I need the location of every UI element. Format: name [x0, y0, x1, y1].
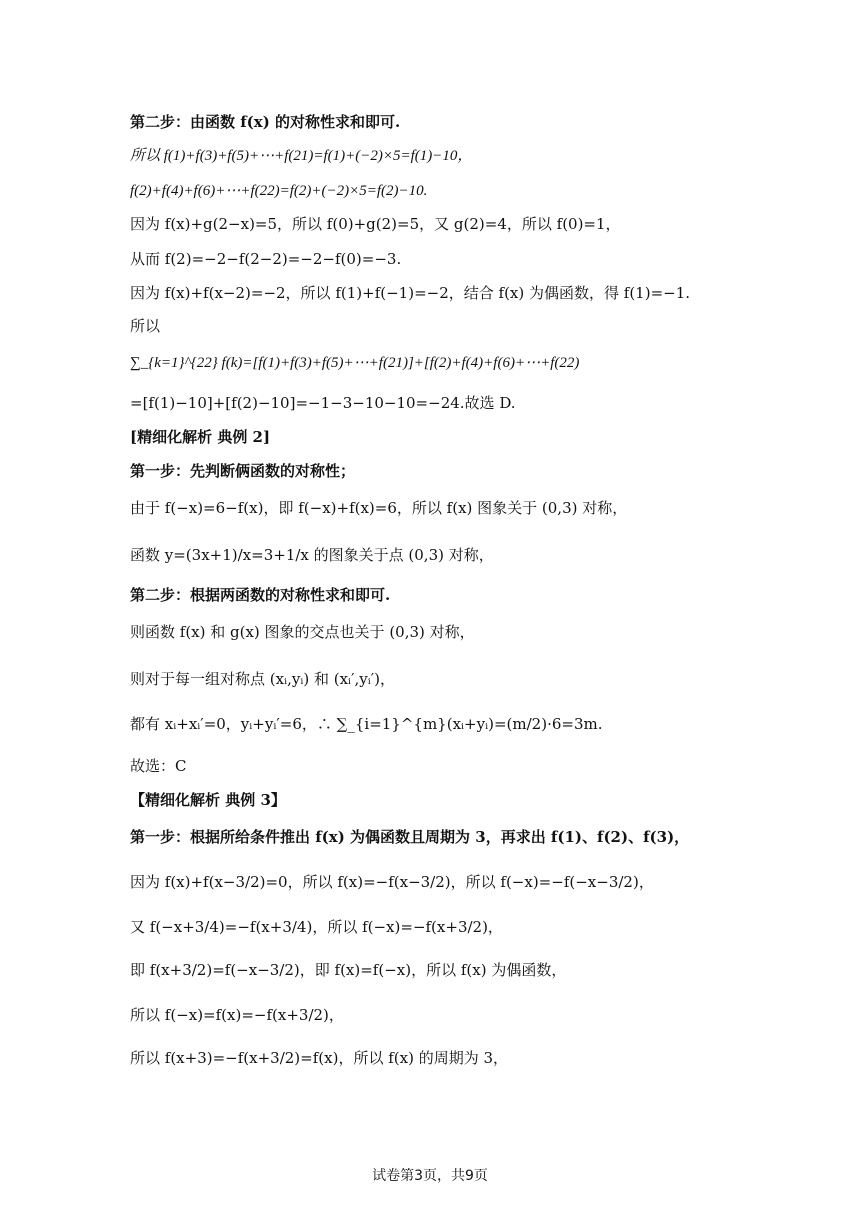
step-heading: 第一步：先判断俩函数的对称性；: [130, 462, 356, 480]
text-line: 函数 y=(3x+1)/x=3+1/x 的图象关于点 (0,3) 对称，: [130, 546, 494, 564]
text-line: 又 f(−x+3/4)=−f(x+3/4)，所以 f(−x)=−f(x+3/2)，: [130, 918, 503, 936]
section-heading: [精细化解析 典例 2]: [130, 428, 271, 446]
text-line: 因为 f(x)+f(x−2)=−2，所以 f(1)+f(−1)=−2，结合 f(x) 为偶函数，得 f(1)=−1.: [130, 284, 691, 302]
section-heading: 【精细化解析 典例 3】: [130, 791, 286, 809]
page-footer: 试卷第3页，共9页: [372, 1168, 488, 1184]
text-line: 即 f(x+3/2)=f(−x−3/2)，即 f(x)=f(−x)，所以 f(x) 为偶函数，: [130, 961, 567, 979]
text-line: 则对于每一组对称点 (xᵢ,yᵢ) 和 (xᵢ′,yᵢ′)，: [130, 670, 395, 688]
text-line: 因为 f(x)+f(x−3/2)=0，所以 f(x)=−f(x−3/2)，所以 f(−x)=−f(−x−3/2)，: [130, 873, 654, 891]
text-line: 所以: [130, 317, 161, 335]
text-line: 所以 f(−x)=f(x)=−f(x+3/2)，: [130, 1006, 344, 1024]
text-line: f(2)+f(4)+f(6)+⋯+f(22)=f(2)+(−2)×5=f(2)−10.: [130, 183, 428, 199]
text-line: 因为 f(x)+g(2−x)=5，所以 f(0)+g(2)=5，又 g(2)=4，所以 f(0)=1，: [130, 215, 621, 233]
text-line: =[f(1)−10]+[f(2)−10]=−1−3−10−10=−24.故选 D.: [130, 394, 516, 412]
answer-line: 故选：C: [130, 757, 187, 775]
text-line: 都有 xᵢ+xᵢ′=0，yᵢ+yᵢ′=6，∴ ∑_{i=1}^{m}(xᵢ+yᵢ)=(m/2)·6=3m.: [130, 715, 603, 733]
text-line: 所以 f(x+3)=−f(x+3/2)=f(x)，所以 f(x) 的周期为 3，: [130, 1049, 509, 1067]
step-heading: 第二步：根据两函数的对称性求和即可.: [130, 586, 391, 604]
text-line: 由于 f(−x)=6−f(x)，即 f(−x)+f(x)=6，所以 f(x) 图象关于 (0,3) 对称，: [130, 499, 628, 517]
text-line: 所以 f(1)+f(3)+f(5)+⋯+f(21)=f(1)+(−2)×5=f(1)−10，: [130, 148, 473, 164]
step-heading: 第二步：由函数 f(x) 的对称性求和即可.: [130, 113, 401, 131]
text-line: 从而 f(2)=−2−f(2−2)=−2−f(0)=−3.: [130, 250, 402, 268]
text-line: 则函数 f(x) 和 g(x) 图象的交点也关于 (0,3) 对称，: [130, 623, 475, 641]
summation-line: ∑_{k=1}^{22} f(k)=[f(1)+f(3)+f(5)+⋯+f(21)]+[f(2)+f(4)+f(6)+⋯+f(22): [130, 355, 580, 371]
step-heading: 第一步：根据所给条件推出 f(x) 为偶函数且周期为 3，再求出 f(1)、f(2)、f(3)，: [130, 828, 690, 846]
